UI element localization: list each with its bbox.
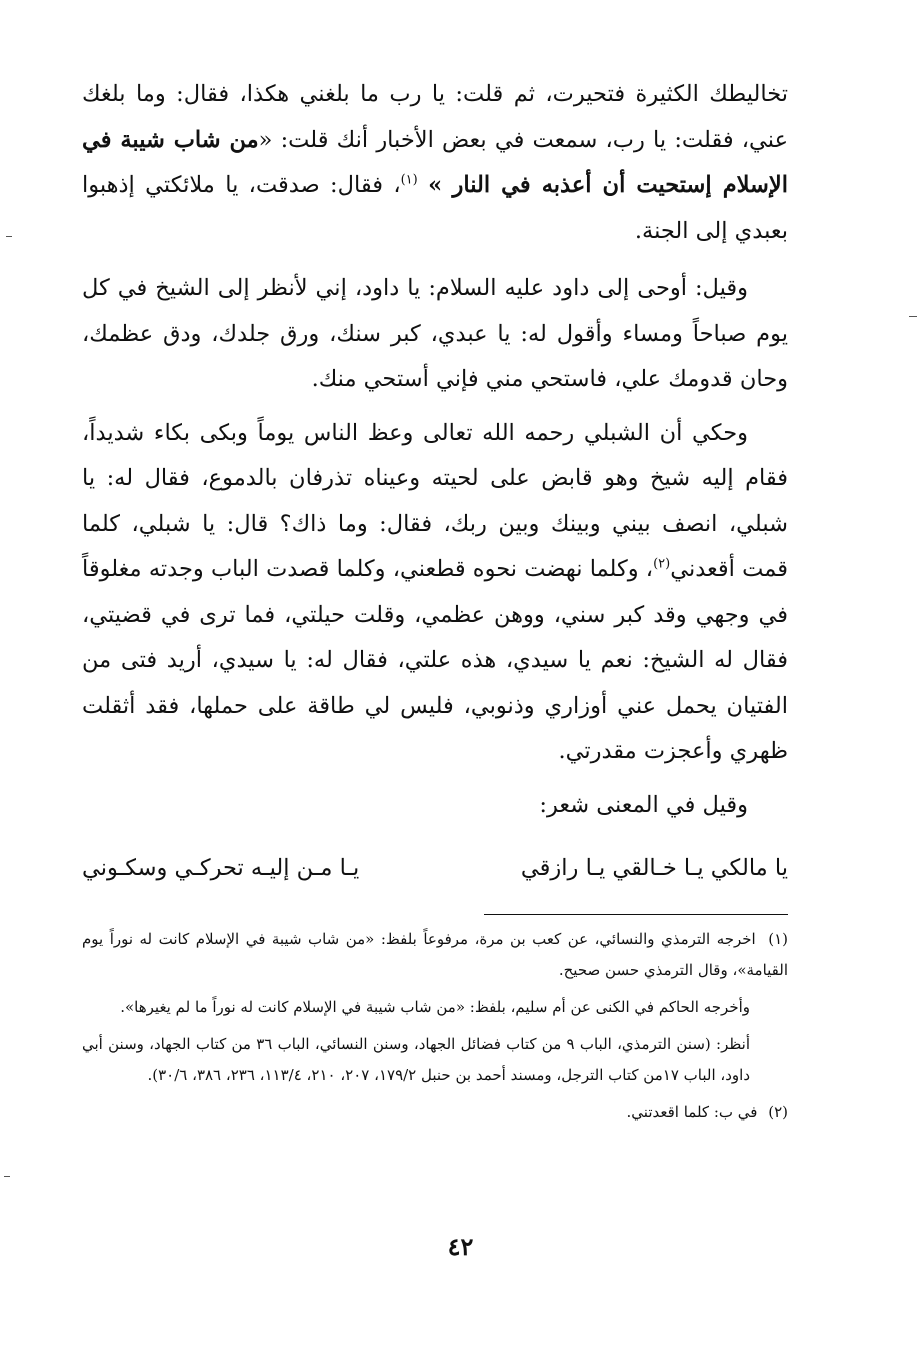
footnote-separator-line	[484, 914, 788, 915]
scan-margin-mark	[6, 236, 12, 237]
footnote-2-text: في ب: كلما اقعدتني.	[626, 1103, 758, 1121]
paragraph-3-text-end: ، وكلما نهضت نحوه قطعني، وكلما قصدت الباب وجدته مغلوقاً في وجهي وقد كبر سني، ووهن عظمي، وقلت حيلتي، فما ترى في قضيتي، فقال له الشيخ: نعم يا سيدي، هذه علتي، فقال له: يا سيدي، أريد فتى من الفتيان يحمل عني أوزاري وذنوبي، فليس لي طاقة على حملها، فقد أثقلت ظهري وأعجزت مقدرتي.	[82, 556, 788, 764]
footnote-2	[82, 1097, 788, 1128]
page-number: ٤٢	[447, 1232, 474, 1261]
paragraph-3-text-start: وحكي أن الشبلي رحمه الله تعالى وعظ الناس يوماً وبكى بكاء شديداً، فقام إليه شيخ وهو قابض على لحيته وعيناه تذرفان بالدموع، فقال له: يا شبلي، انصف بيني وبينك وبين ربك، فقال: وما ذاك؟ قال: يا شبلي، كلما قمت أقعدني	[82, 419, 788, 582]
footnote-1	[82, 924, 788, 986]
footnote-2-number: (٢)	[768, 1103, 788, 1121]
paragraph-1-text-end: ، فقال: صدقت، يا ملائكتي إذهبوا بعبدي إلى الجنة.	[82, 172, 788, 244]
footnotes-section	[82, 924, 788, 1134]
footnote-1-paragraph-3: أنظر: (سنن الترمذي، الباب ٩ من كتاب فضائل الجهاد، وسنن النسائي، الباب ٣٦ من كتاب الجهاد، وسنن أبي داود، الباب ١٧من كتاب الترجل، ومسند أحمد بن حنبل ١٧٩/٢، ٢٠٧، ٢١٠، ١١٣/٤، ٢٣٦، ٣٨٦، ٣٠/٦).	[82, 1035, 751, 1084]
quote-close-mark: »	[428, 172, 443, 198]
hadith-quote-bold: من شاب شيبة في الإسلام إستحيت أن أعذبه في النار	[82, 126, 788, 198]
verse-second-hemistich: يـا مـن إليـه تحركـي وسكـوني	[82, 855, 360, 881]
footnote-ref-2: (٢)	[653, 556, 671, 572]
paragraph-2: وقيل: أوحى إلى داود عليه السلام: يا داود، إني لأنظر إلى الشيخ في كل يوم صباحاً ومساء وأقول له: يا عبدي، كبر سنك، ورق جلدك، ودق عظمك، وحان قدومك علي، فاستحي مني فإني أستحي منك.	[82, 275, 788, 392]
paragraph-1-text-start: تخاليطك الكثيرة فتحيرت، ثم قلت: يا رب ما بلغني هكذا، فقال: وما بلغك عني، فقلت: يا رب، سمعت في بعض الأخبار أنك قلت: «	[82, 81, 788, 153]
main-text-body	[82, 72, 788, 834]
paragraph-4-verse-intro: وقيل في المعنى شعر:	[539, 791, 748, 818]
paragraph-1	[82, 72, 788, 254]
scan-margin-mark	[909, 316, 917, 317]
poetry-verse	[82, 846, 788, 891]
footnote-1-paragraph-2: وأخرجه الحاكم في الكنى عن أم سليم، بلفظ: «من شاب شيبة في الإسلام كانت له نوراً ما لم يغيرها».	[120, 998, 750, 1016]
scan-margin-mark	[4, 1176, 10, 1177]
footnote-1-text: اخرجه الترمذي والنسائي، عن كعب بن مرة، مرفوعاً بلفظ: «من شاب شيبة في الإسلام كانت له نوراً يوم القيامة»، وقال الترمذي حسن صحيح.	[82, 930, 788, 979]
footnote-ref-1: (١)	[400, 172, 418, 188]
verse-first-hemistich: يا مالكي يـا خـالقي يـا رازقي	[520, 855, 788, 881]
footnote-1-number: (١)	[768, 930, 788, 948]
paragraph-3	[82, 411, 788, 775]
